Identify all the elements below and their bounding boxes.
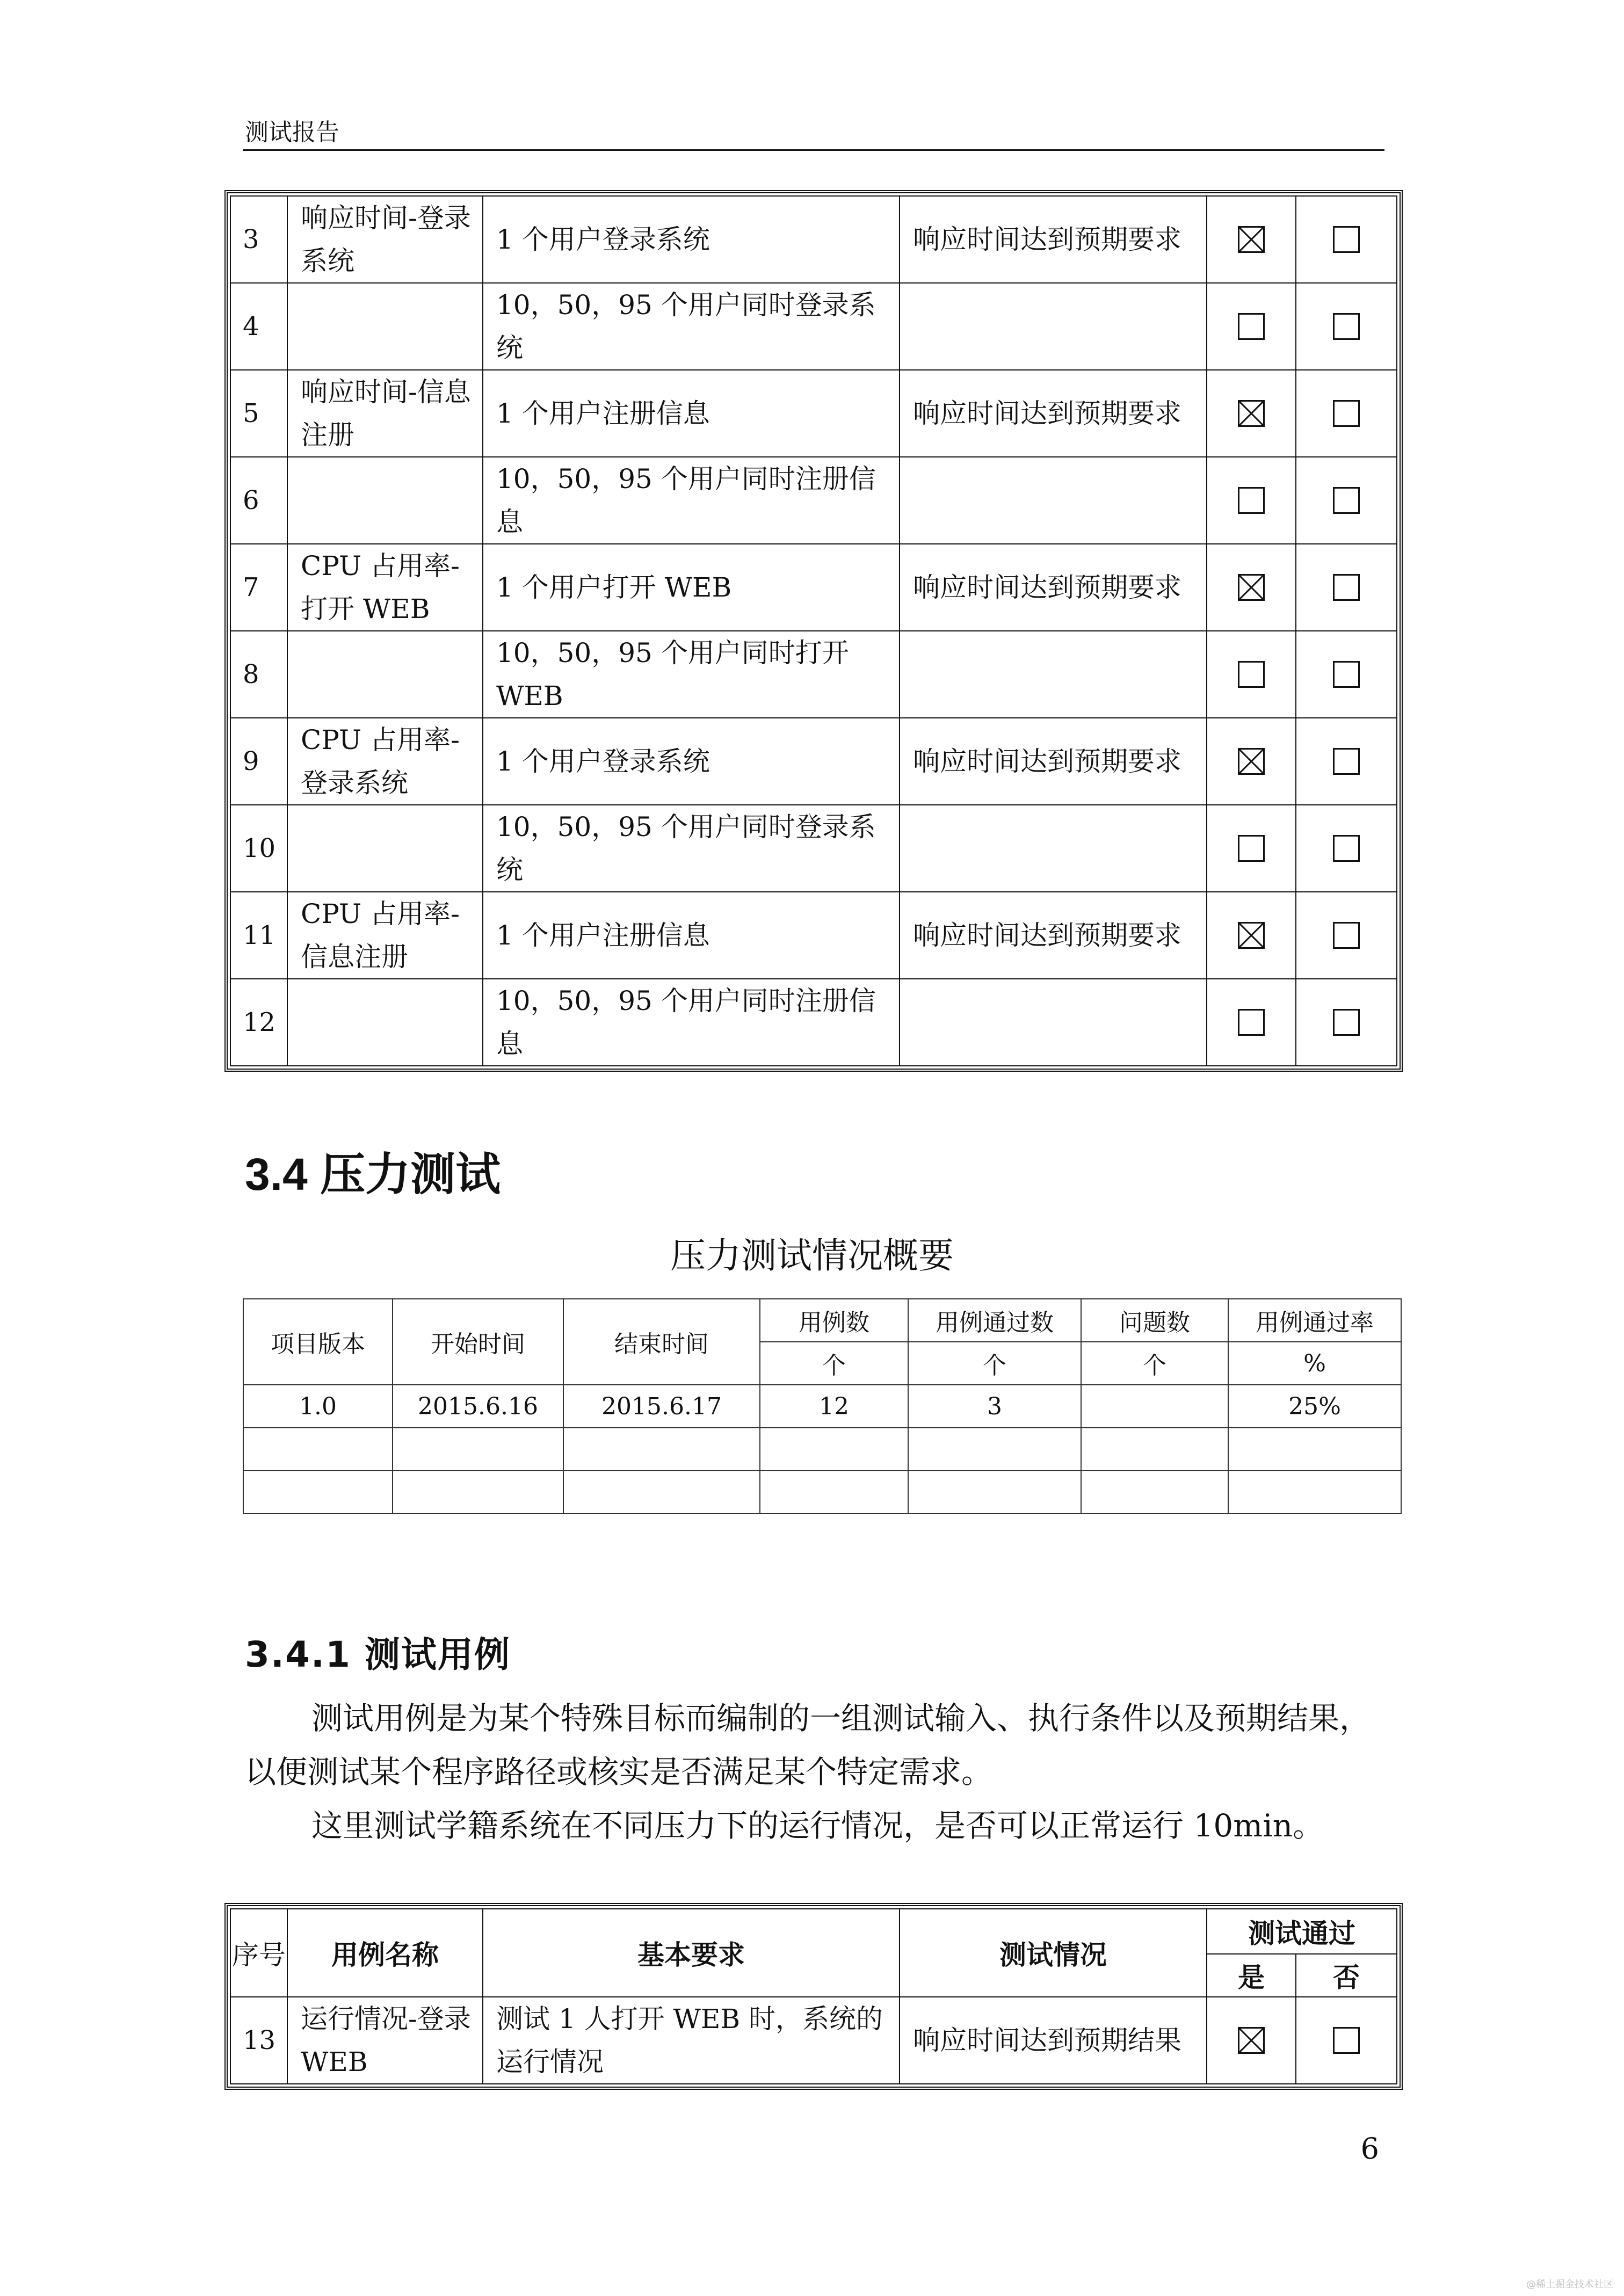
pass-no-checkbox[interactable] <box>1333 487 1360 514</box>
summary-table <box>243 1298 1402 1514</box>
table-row <box>230 805 1397 892</box>
row-name <box>287 457 483 544</box>
row-req: 10，50，95 个用户同时注册信息 <box>483 457 900 544</box>
pass-yes-checkbox[interactable] <box>1238 748 1265 775</box>
row-req: 10，50，95 个用户同时登录系统 <box>483 283 900 370</box>
header-no: 否 <box>1296 1954 1397 1997</box>
subsection-heading: 3.4.1 测试用例 <box>245 1634 511 1675</box>
pass-yes-checkbox[interactable] <box>1238 661 1265 688</box>
header-title: 测试报告 <box>245 119 339 146</box>
row-result: 响应时间达到预期要求 <box>900 370 1207 457</box>
watermark: @稀土掘金技术社区 <box>1526 2279 1613 2290</box>
row-name: CPU 占用率-打开 WEB <box>287 544 483 631</box>
row-result <box>900 805 1207 892</box>
cell-issues <box>1081 1385 1228 1428</box>
pass-no-checkbox[interactable] <box>1333 748 1360 775</box>
header-name: 用例名称 <box>287 1909 483 1997</box>
table-row <box>230 283 1397 370</box>
header-num: 序号 <box>230 1909 287 1997</box>
pass-no-checkbox[interactable] <box>1333 313 1360 340</box>
pass-yes-checkbox[interactable] <box>1238 226 1265 253</box>
header-version: 项目版本 <box>243 1299 393 1385</box>
table-row <box>230 1997 1397 2084</box>
row-name <box>287 283 483 370</box>
row-result: 响应时间达到预期要求 <box>900 718 1207 805</box>
pass-no-checkbox[interactable] <box>1333 400 1360 427</box>
row-name <box>287 979 483 1066</box>
row-num: 9 <box>230 718 287 805</box>
cell-start: 2015.6.16 <box>393 1385 563 1428</box>
row-req: 10，50，95 个用户同时登录系统 <box>483 805 900 892</box>
row-name <box>287 631 483 718</box>
header-req: 基本要求 <box>483 1909 900 1997</box>
row-num: 11 <box>230 892 287 979</box>
row-result: 响应时间达到预期要求 <box>900 544 1207 631</box>
row-num: 5 <box>230 370 287 457</box>
row-result: 响应时间达到预期要求 <box>900 892 1207 979</box>
header-rule <box>243 149 1384 151</box>
row-req: 1 个用户登录系统 <box>483 718 900 805</box>
pass-no-checkbox[interactable] <box>1333 922 1360 949</box>
row-num: 7 <box>230 544 287 631</box>
header-end: 结束时间 <box>563 1299 760 1385</box>
section-heading: 3.4 压力测试 <box>245 1149 501 1200</box>
row-req: 10，50，95 个用户同时注册信息 <box>483 979 900 1066</box>
row-name: CPU 占用率-登录系统 <box>287 718 483 805</box>
cases-table <box>230 195 1397 1066</box>
cell-passed: 3 <box>908 1385 1081 1428</box>
row-num: 8 <box>230 631 287 718</box>
page-number: 6 <box>1360 2132 1379 2166</box>
case-table-bottom <box>230 1908 1397 2084</box>
pass-no-checkbox[interactable] <box>1333 661 1360 688</box>
pass-no-checkbox[interactable] <box>1333 1009 1360 1036</box>
row-num: 10 <box>230 805 287 892</box>
header-pass: 测试通过 <box>1207 1909 1397 1954</box>
row-req: 10，50，95 个用户同时打开 WEB <box>483 631 900 718</box>
table-row <box>230 631 1397 718</box>
row-req: 1 个用户注册信息 <box>483 892 900 979</box>
header-cases: 用例数 <box>760 1299 908 1342</box>
cell-end: 2015.6.17 <box>563 1385 760 1428</box>
row-num: 12 <box>230 979 287 1066</box>
pass-yes-checkbox[interactable] <box>1238 2027 1265 2054</box>
header-start: 开始时间 <box>393 1299 563 1385</box>
pass-yes-checkbox[interactable] <box>1238 400 1265 427</box>
header-passed: 用例通过数 <box>908 1299 1081 1342</box>
row-num: 13 <box>230 1997 287 2084</box>
pass-no-checkbox[interactable] <box>1333 226 1360 253</box>
table-row <box>230 718 1397 805</box>
row-result: 响应时间达到预期结果 <box>900 1997 1207 2084</box>
row-num: 3 <box>230 196 287 283</box>
unit-cases: 个 <box>760 1342 908 1385</box>
row-req: 测试 1 人打开 WEB 时，系统的运行情况 <box>483 1997 900 2084</box>
pass-no-checkbox[interactable] <box>1333 574 1360 601</box>
row-name <box>287 805 483 892</box>
row-name: 运行情况-登录 WEB <box>287 1997 483 2084</box>
unit-rate: % <box>1228 1342 1401 1385</box>
row-result <box>900 979 1207 1066</box>
pass-yes-checkbox[interactable] <box>1238 835 1265 862</box>
row-result <box>900 283 1207 370</box>
row-result <box>900 457 1207 544</box>
header-result: 测试情况 <box>900 1909 1207 1997</box>
pass-yes-checkbox[interactable] <box>1238 313 1265 340</box>
unit-issues: 个 <box>1081 1342 1228 1385</box>
row-num: 6 <box>230 457 287 544</box>
row-result <box>900 631 1207 718</box>
table-row <box>230 544 1397 631</box>
pass-no-checkbox[interactable] <box>1333 835 1360 862</box>
header-yes: 是 <box>1207 1954 1296 1997</box>
pass-yes-checkbox[interactable] <box>1238 574 1265 601</box>
row-name: 响应时间-信息注册 <box>287 370 483 457</box>
header-issues: 问题数 <box>1081 1299 1228 1342</box>
cell-cases: 12 <box>760 1385 908 1428</box>
row-result: 响应时间达到预期要求 <box>900 196 1207 283</box>
pass-yes-checkbox[interactable] <box>1238 1009 1265 1036</box>
empty-row <box>243 1471 1401 1514</box>
table-row <box>230 370 1397 457</box>
cell-rate: 25% <box>1228 1385 1401 1428</box>
table-row <box>230 979 1397 1066</box>
paragraph: 这里测试学籍系统在不同压力下的运行情况，是否可以正常运行 10min。 <box>311 1807 1324 1844</box>
table-caption: 压力测试情况概要 <box>670 1235 954 1276</box>
paragraph: 测试用例是为某个特殊目标而编制的一组测试输入、执行条件以及预期结果，以便测试某个程序路径或核实是否满足某个特定需求。 <box>245 1700 1371 1790</box>
empty-row <box>243 1428 1401 1471</box>
row-num: 4 <box>230 283 287 370</box>
header-rate: 用例通过率 <box>1228 1299 1401 1342</box>
table-row <box>230 196 1397 283</box>
row-req: 1 个用户注册信息 <box>483 370 900 457</box>
pass-yes-checkbox[interactable] <box>1238 922 1265 949</box>
table-row <box>230 457 1397 544</box>
cell-version: 1.0 <box>243 1385 393 1428</box>
pass-no-checkbox[interactable] <box>1333 2027 1360 2054</box>
table-row <box>230 892 1397 979</box>
unit-passed: 个 <box>908 1342 1081 1385</box>
pass-yes-checkbox[interactable] <box>1238 487 1265 514</box>
row-name: 响应时间-登录系统 <box>287 196 483 283</box>
row-req: 1 个用户打开 WEB <box>483 544 900 631</box>
row-req: 1 个用户登录系统 <box>483 196 900 283</box>
row-name: CPU 占用率-信息注册 <box>287 892 483 979</box>
